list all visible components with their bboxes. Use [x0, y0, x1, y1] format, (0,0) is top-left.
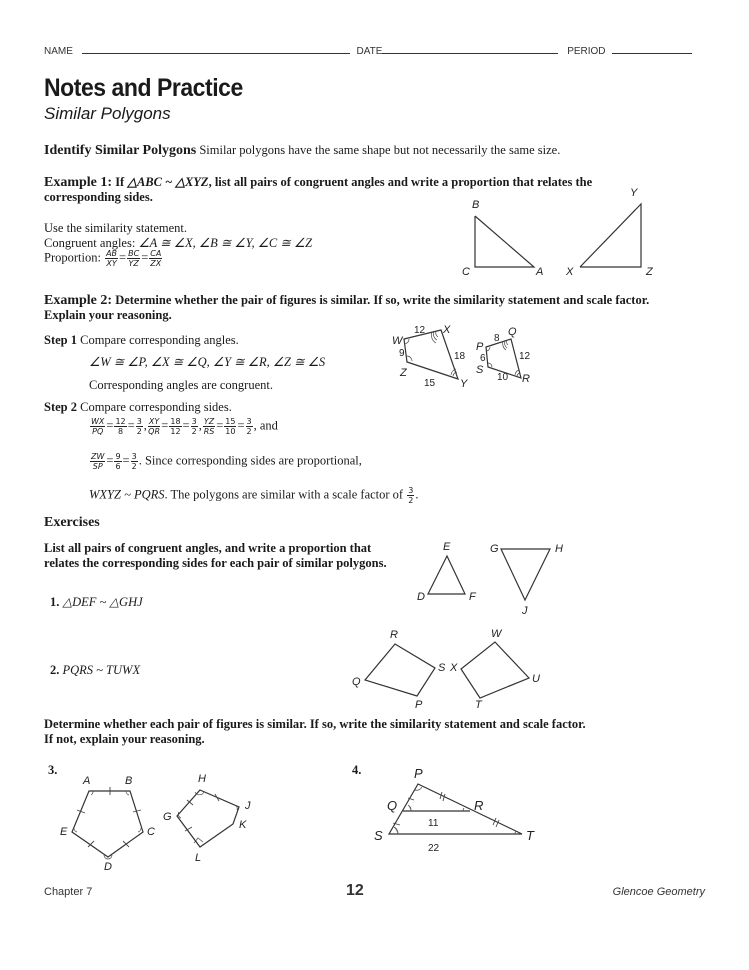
example1-prompt: Example 1: If △ABC ~ △XYZ, list all pairs of congruent angles and write a proportion that relates the corresponding sides. [44, 175, 593, 204]
svg-text:W: W [491, 628, 502, 640]
footer-page-number: 12 [346, 882, 364, 899]
svg-text:H: H [555, 543, 563, 555]
svg-text:W: W [392, 335, 403, 347]
svg-text:F: F [469, 591, 476, 603]
svg-text:12: 12 [519, 351, 531, 362]
svg-text:P: P [415, 699, 423, 710]
exercise-3-figure [55, 768, 275, 870]
date-label: DATE [356, 46, 383, 57]
svg-text:R: R [474, 798, 484, 813]
svg-text:S: S [476, 364, 484, 376]
svg-text:15: 15 [424, 378, 436, 389]
svg-text:J: J [245, 800, 251, 812]
svg-text:6: 6 [480, 353, 486, 364]
example2-quadrilaterals-figure [380, 320, 540, 392]
svg-text:B: B [472, 199, 480, 211]
page-title: Notes and Practice [44, 74, 243, 102]
svg-text:E: E [443, 541, 451, 553]
svg-text:R: R [390, 629, 398, 641]
example2-step1: Step 1 Compare corresponding angles. [44, 333, 239, 347]
svg-text:8: 8 [494, 333, 500, 344]
svg-text:G: G [490, 543, 499, 555]
example2-step1-angles: ∠W ≅ ∠P, ∠X ≅ ∠Q, ∠Y ≅ ∠R, ∠Z ≅ ∠S [89, 355, 326, 369]
example1-angles: Congruent angles: ∠A ≅ ∠X, ∠B ≅ ∠Y, ∠C ≅ ∠Z [44, 236, 313, 250]
exercise-3-number: 3. [48, 763, 58, 777]
intro [44, 143, 560, 158]
svg-text:Q: Q [352, 676, 361, 688]
svg-text:K: K [239, 819, 247, 831]
svg-text:X: X [450, 662, 458, 674]
svg-text:18: 18 [454, 351, 466, 362]
exercise-4-figure [372, 764, 542, 860]
svg-text:Q: Q [508, 326, 517, 338]
footer-chapter: Chapter 7 [44, 886, 93, 898]
svg-text:C: C [147, 826, 155, 838]
intro-heading: Identify Similar Polygons [44, 143, 197, 158]
example2-step1-conclusion: Corresponding angles are congruent. [89, 378, 273, 392]
exercises-instructions-b: Determine whether each pair of figures is similar. If so, write the similarity statement and scale factor. If not, explain your reasoning. [44, 717, 586, 746]
svg-text:12: 12 [414, 325, 426, 336]
date-field[interactable] [382, 44, 558, 54]
page-subtitle: Similar Polygons [44, 104, 171, 123]
exercise-2: 2. PQRS ~ TUWX [50, 663, 141, 677]
svg-text:22: 22 [428, 843, 440, 854]
svg-text:S: S [374, 828, 383, 843]
svg-text:B: B [125, 775, 133, 787]
exercises-instructions-a: List all pairs of congruent angles, and write a proportion that relates the corresponding sides for each pair of similar polygons. [44, 541, 387, 570]
example1-line1: Use the similarity statement. [44, 221, 188, 235]
intro-text: Similar polygons have the same shape but not necessarily the same size. [199, 143, 561, 157]
footer-publisher: Glencoe Geometry [612, 886, 705, 898]
svg-text:Z: Z [646, 266, 653, 278]
header-fields [44, 44, 692, 57]
example2-step2: Step 2 Compare corresponding sides. [44, 400, 232, 414]
svg-text:E: E [60, 826, 68, 838]
example1-proportion: Proportion: $\frac{AB}{XY}$ = $\frac{BC}{YZ}$ = $\frac{CA}{ZX}$ [44, 249, 162, 268]
svg-text:Y: Y [460, 378, 468, 390]
svg-text:H: H [198, 773, 206, 785]
svg-text:U: U [532, 673, 540, 685]
svg-text:P: P [476, 341, 484, 353]
svg-text:R: R [522, 373, 530, 385]
svg-text:J: J [522, 605, 528, 617]
exercise-1: 1. △DEF ~ △GHJ [50, 595, 143, 609]
svg-text:S: S [438, 662, 446, 674]
svg-text:10: 10 [497, 372, 509, 383]
exercise-2-figure [345, 628, 555, 710]
svg-text:9: 9 [399, 348, 405, 359]
example2-ratios-row1: $\frac{WX}{PQ}$ = $\frac{12}{8}$ = $\frac{3}{2}$ , $\frac{XY}{QR}$ = $\frac{18}{12}$ = $\frac{3}{2}$ , $\frac{YZ}{RS}$ = $\frac{15}{10}$ = $\frac{3}{2}$ , and [91, 417, 278, 436]
exercises-heading: Exercises [44, 515, 100, 530]
svg-text:G: G [163, 811, 172, 823]
svg-text:Q: Q [387, 798, 398, 813]
example1-body [44, 221, 312, 268]
example1-triangles-figure [450, 188, 670, 280]
period-label: PERIOD [567, 46, 606, 57]
svg-text:C: C [462, 266, 470, 278]
exercise-1-figure [405, 540, 585, 620]
period-field[interactable] [612, 44, 692, 54]
svg-text:Y: Y [630, 188, 638, 199]
svg-text:L: L [195, 852, 202, 864]
example2-prompt: Example 2: Determine whether the pair of figures is similar. If so, write the similarity statement and scale factor. Explain your reasoning. [44, 293, 650, 322]
svg-text:X: X [566, 266, 574, 278]
svg-text:D: D [417, 591, 425, 603]
svg-text:Z: Z [400, 367, 407, 379]
svg-text:A: A [83, 775, 91, 787]
name-label: NAME [44, 46, 73, 57]
svg-text:X: X [443, 324, 451, 336]
name-field[interactable] [82, 44, 350, 54]
example2-ratios-row2: $\frac{ZW}{SP}$ = $\frac{9}{6}$ = $\frac{3}{2}$ . Since corresponding sides are proportional, [91, 452, 362, 471]
svg-text:P: P [414, 766, 423, 781]
svg-text:11: 11 [428, 818, 439, 829]
svg-text:D: D [104, 861, 112, 870]
svg-text:A: A [536, 266, 544, 278]
example2-conclusion: WXYZ ~ PQRS. The polygons are similar with a scale factor of $\frac{3}{2}$ . [89, 486, 419, 505]
svg-text:T: T [475, 699, 482, 710]
svg-text:T: T [526, 828, 534, 843]
exercise-4-number: 4. [352, 763, 362, 777]
